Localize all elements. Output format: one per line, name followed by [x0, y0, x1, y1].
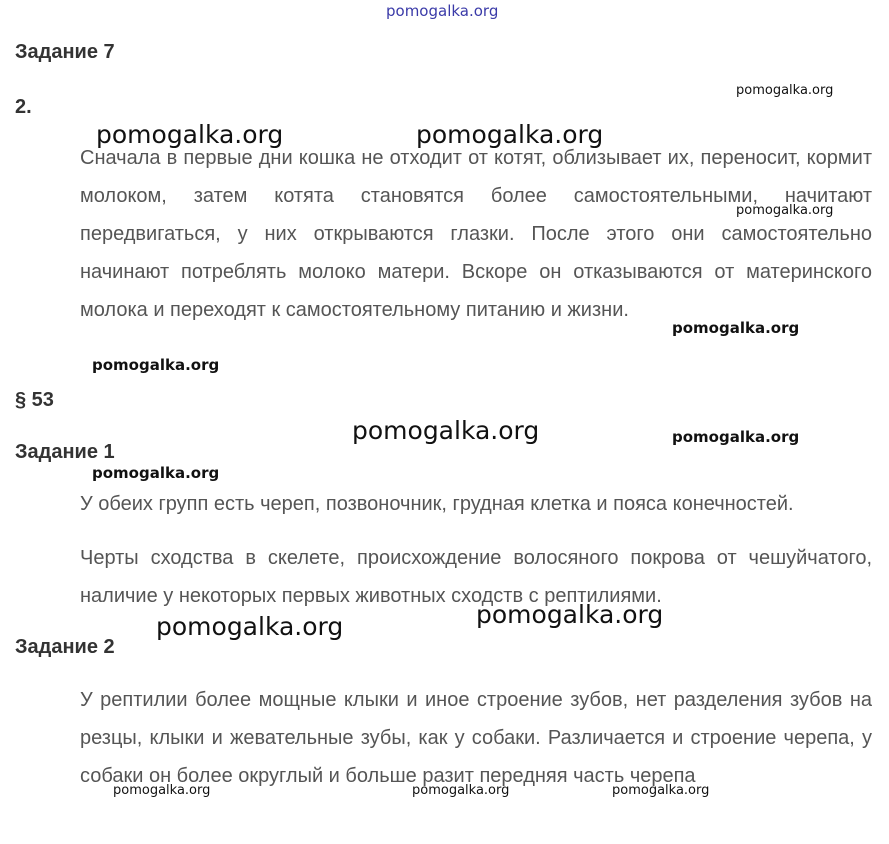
task1-text1: У обеих групп есть череп, позвоночник, грудная клетка и пояса конечностей. — [80, 493, 794, 515]
task7-heading: Задание 7 — [15, 41, 115, 63]
watermark: pomogalka.org — [612, 783, 710, 798]
paragraph-heading: § 53 — [15, 389, 54, 411]
watermark: pomogalka.org — [416, 120, 604, 149]
watermark: pomogalka.org — [672, 319, 800, 337]
task2-heading: Задание 2 — [15, 636, 115, 658]
task7-number: 2. — [15, 96, 32, 118]
watermark: pomogalka.org — [96, 120, 284, 149]
watermark-top: pomogalka.org — [386, 2, 499, 20]
watermark: pomogalka.org — [113, 783, 211, 798]
watermark: pomogalka.org — [352, 416, 540, 445]
task2-text: У рептилии более мощные клыки и иное строение зубов, нет разделения зубов на резцы, клыки и жевательные зубы, как у собаки. Различается и строение черепа, у собаки он более округлый и больше разит передняя часть черепа — [80, 689, 872, 787]
watermark: pomogalka.org — [736, 203, 834, 218]
task1-heading: Задание 1 — [15, 441, 115, 463]
task7-text: Сначала в первые дни кошка не отходит от котят, облизывает их, переносит, кормит молоком, затем котята становятся более самостоятельными, начитают передвигаться, у них открываются глазки. После этого они самостоятельно начинают потреблять молоко матери. Вскоре он отказываются от материнского молока и переходят к самостоятельному питанию и жизни. — [80, 147, 872, 321]
watermark: pomogalka.org — [476, 600, 664, 629]
watermark: pomogalka.org — [736, 83, 834, 98]
watermark: pomogalka.org — [156, 612, 344, 641]
watermark: pomogalka.org — [92, 356, 220, 374]
watermark: pomogalka.org — [412, 783, 510, 798]
watermark: pomogalka.org — [92, 464, 220, 482]
task1-text2: Черты сходства в скелете, происхождение волосяного покрова от чешуйчатого, наличие у некоторых первых животных сходств с рептилиями. — [80, 547, 872, 607]
watermark: pomogalka.org — [672, 428, 800, 446]
